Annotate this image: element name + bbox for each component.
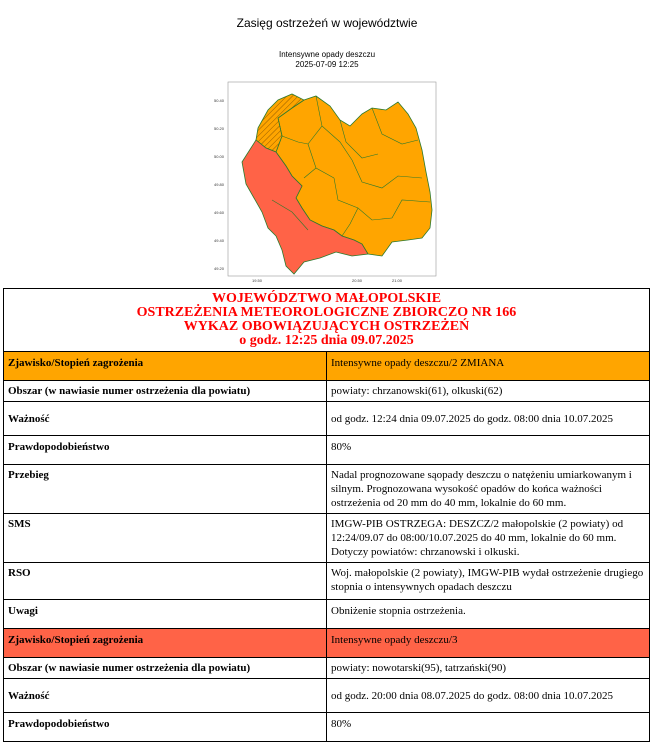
label-cell: Obszar (w nawiasie numer ostrzeżenia dla powiatu) [4,658,327,679]
warning1-sms-row [4,514,650,563]
label-cell: Prawdopodobieństwo [4,436,327,465]
label-cell: Obszar (w nawiasie numer ostrzeżenia dla powiatu) [4,381,327,402]
value-cell: Intensywne opady deszczu/2 ZMIANA [327,352,650,381]
page-title: Zasięg ostrzeżeń w województwie [236,16,418,30]
value-cell: IMGW-PIB OSTRZEGA: DESZCZ/2 małopolskie (2 powiaty) od 12:24/09.07 do 08:00/10.07.2025 do 40 mm, lokalnie do 60 mm. Dotyczy powiatów: chrzanowski i olkuski. [327,514,650,563]
value-cell: od godz. 20:00 dnia 08.07.2025 do godz. 08:00 dnia 10.07.2025 [327,679,650,713]
warning1-probability-row [4,436,650,465]
label-cell: Uwagi [4,600,327,629]
value-cell: 80% [327,436,650,465]
header-line: WYKAZ OBOWIĄZUJĄCYCH OSTRZEŻEŃ [183,319,470,334]
lat-tick: 49.60 [214,210,225,215]
value-cell: Intensywne opady deszczu/3 [327,629,650,658]
lon-tick: 20.50 [352,278,363,283]
label-cell: Ważność [4,679,327,713]
value-cell: od godz. 12:24 dnia 09.07.2025 do godz. 08:00 dnia 10.07.2025 [327,402,650,436]
lat-tick: 50.20 [214,126,225,131]
warning2-validity-row [4,679,650,713]
lat-tick: 50.00 [214,154,225,159]
lat-tick: 50.40 [214,98,225,103]
header-line: o godz. 12:25 dnia 09.07.2025 [239,333,414,348]
lon-tick: 21.00 [392,278,403,283]
warning1-course-row [4,465,650,514]
warning1-validity-row [4,402,650,436]
warning2-phenomenon-row [4,629,650,658]
map-subtitle: Intensywne opady deszczu [278,50,376,59]
header-line: WOJEWÓDZTWO MAŁOPOLSKIE [211,291,442,306]
lat-tick: 49.20 [214,266,225,271]
label-cell: Zjawisko/Stopień zagrożenia [4,352,327,381]
label-cell: RSO [4,563,327,600]
document-header [4,289,650,352]
warnings-table [3,288,650,742]
label-cell: Ważność [4,402,327,436]
value-cell: Woj. małopolskie (2 powiaty), IMGW-PIB wydał ostrzeżenie drugiego stopnia o intensywnych opadach deszczu [327,563,650,600]
map-datetime: 2025-07-09 12:25 [295,60,359,69]
warning2-probability-row [4,713,650,742]
value-cell: powiaty: nowotarski(95), tatrzański(90) [327,658,650,679]
value-cell: powiaty: chrzanowski(61), olkuski(62) [327,381,650,402]
warning-map [212,80,440,283]
lat-tick: 49.40 [214,238,225,243]
warning1-phenomenon-row [4,352,650,381]
label-cell: SMS [4,514,327,563]
label-cell: Zjawisko/Stopień zagrożenia [4,629,327,658]
header-line: OSTRZEŻENIA METEOROLOGICZNE ZBIORCZO NR 166 [136,305,517,320]
value-cell: 80% [327,713,650,742]
warning1-rso-row [4,563,650,600]
warning1-area-row [4,381,650,402]
warning1-remarks-row [4,600,650,629]
lat-tick: 49.80 [214,182,225,187]
value-cell: Nadal prognozowane sąopady deszczu o natężeniu umiarkowanym i silnym. Prognozowana wysokość opadów do końca ważności ostrzeżenia od 20 mm do 40 mm, lokalnie do 60 mm. [327,465,650,514]
lon-tick: 19.50 [252,278,263,283]
label-cell: Przebieg [4,465,327,514]
value-cell: Obniżenie stopnia ostrzeżenia. [327,600,650,629]
label-cell: Prawdopodobieństwo [4,713,327,742]
warning2-area-row [4,658,650,679]
